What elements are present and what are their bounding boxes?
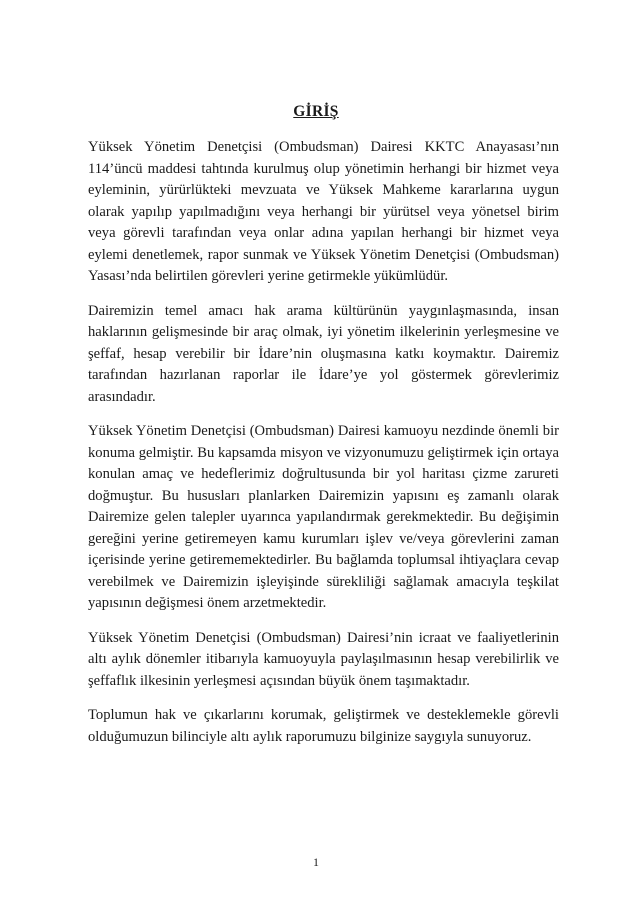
paragraph-1: Yüksek Yönetim Denetçisi (Ombudsman) Dairesi KKTC Anayasası’nın 114’üncü maddesi tahtında kurulmuş olup yönetimin herhangi bir hizmet veya eyleminin, yürürlükteki mevzuata ve Yüksek Mahkeme kararlarına uygun olarak yapılıp yapılmadığını veya herhangi bir yürütsel veya yönetsel birim veya görevli tarafından veya onlar adına yapılan herhangi bir hizmet veya eylemi denetlemek, rapor sunmak ve Yüksek Yönetim Denetçisi (Ombudsman) Yasası’nda belirtilen görevleri yerine getirmekle yükümlüdür. [88,139,559,284]
body-text [88,137,559,761]
paragraph-2: Dairemizin temel amacı hak arama kültürünün yaygınlaşmasında, insan haklarının gelişmesinde bir araç olmak, iyi yönetim ilkelerinin yerleşmesine ve şeffaf, hesap verebilir bir İdare’nin oluşmasına katkı koymaktır. Dairemiz tarafından hazırlanan raporlar ile İdare’ye yol göstermek görevlerimiz arasındadır. [88,302,559,405]
page-title: GİRİŞ [293,103,339,120]
page-number: 1 [313,855,319,869]
paragraph-4: Yüksek Yönetim Denetçisi (Ombudsman) Dairesi’nin icraat ve faaliyetlerinin altı aylık dönemler itibarıyla kamuoyuyla paylaşılmasının hesap verebilirlik ve şeffaflık ilkesinin yerleşmesi açısından büyük önem taşımaktadır. [88,629,559,689]
paragraph-5: Toplumun hak ve çıkarlarını korumak, geliştirmek ve desteklemekle görevli olduğumuzun bilinciyle altı aylık raporumuzu bilginize saygıyla sunuyoruz. [88,707,559,745]
paragraph-3: Yüksek Yönetim Denetçisi (Ombudsman) Dairesi kamuoyu nezdinde önemli bir konuma gelmiştir. Bu kapsamda misyon ve vizyonumuzu geliştirmek için ortaya konulan amaç ve hedeflerimiz doğrultusunda bir yol haritası çizme zarureti doğmuştur. Bu hususları planlarken Dairemizin yapısını eş zamanlı olarak Dairemize gelen talepler uyarınca yapılandırmak gerekmektedir. Bu değişimin gereğini yerine getiremeyen kamu kurumları işlev ve/veya görevlerini zaman içerisinde yerine getirememektedirler. Bu bağlamda toplumsal ihtiyaçlara cevap verebilmek ve Dairemizin işleyişinde sürekliliği sağlamak amacıyla teşkilat yapısının değişmesi önem arzetmektedir. [88,423,559,611]
